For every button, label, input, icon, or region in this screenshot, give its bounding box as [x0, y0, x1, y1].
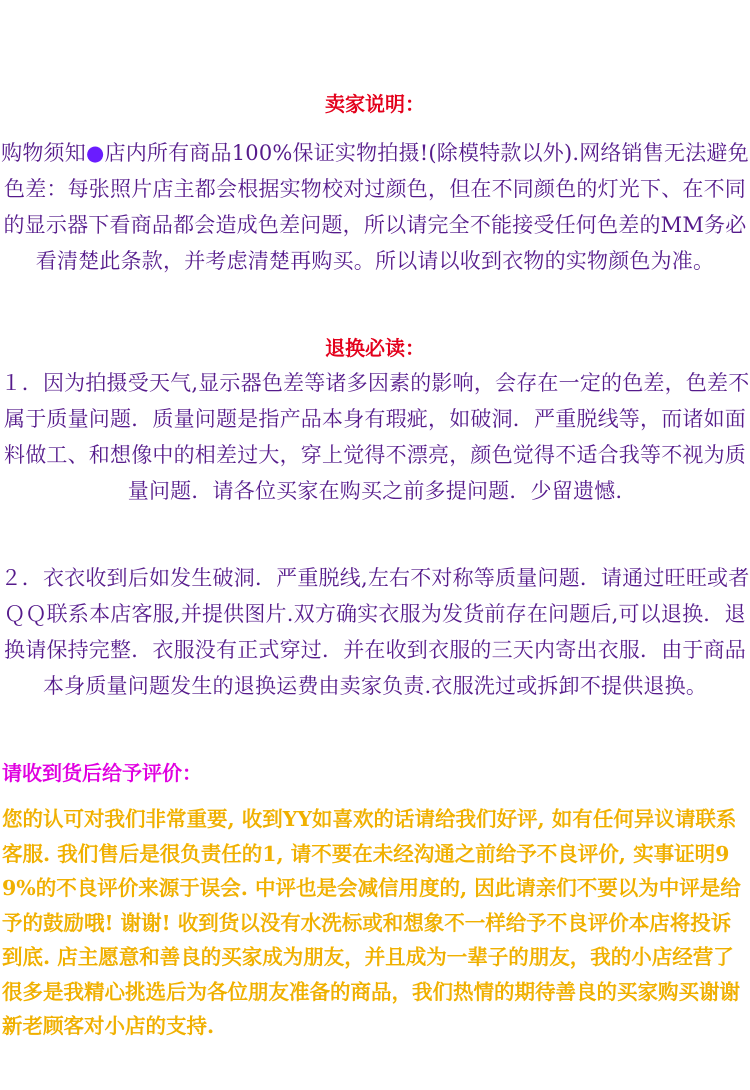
- seller-note-body: [0, 135, 750, 279]
- review-request-body: 您的认可对我们非常重要, 收到YY如喜欢的话请给我们好评, 如有任何异议请联系客服. 我们售后是很负责任的1, 请不要在未经沟通之前给予不良评价, 实事证明99%的不良评价来源于误会. 中评也是会减信用度的, 因此请亲们不要以为中评是给予的鼓励哦! 谢谢! 收到货以没有水洗标或和想象不一样给予不良评价本店将投诉到底. 店主愿意和善良的买家成为朋友，并且成为一辈子的朋友，我的小店经营了很多是我精心挑选后为各位朋友准备的商品，我们热情的期待善良的买家购买谢谢新老顾客对小店的支持.: [2, 807, 741, 1038]
- seller-note-text: 店内所有商品100%保证实物拍摄!(除模特款以外).网络销售无法避免色差：每张照片店主都会根据实物校对过颜色，但在不同颜色的灯光下、在不同的显示器下看商品都会造成色差问题，所以请完全不能接受任何色差的MM务必看清楚此条款，并考虑清楚再购买。所以请以收到衣物的实物颜色为准。: [3, 141, 749, 273]
- review-request-title: 请收到货后给予评价：: [2, 761, 202, 785]
- return-notice-item-2: ２．衣衣收到后如发生破洞．严重脱线,左右不对称等质量问题．请通过旺旺或者ＱＱ联系本店客服,并提供图片.双方确实衣服为发货前存在问题后,可以退换．退换请保持完整．衣服没有正式穿过．并在收到衣服的三天内寄出衣服．由于商品本身质量问题发生的退换运费由卖家负责.衣服洗过或拆卸不提供退换。: [0, 566, 750, 698]
- seller-note-lead: 购物须知: [1, 141, 86, 165]
- bullet-dot-icon: ●: [85, 141, 105, 165]
- return-notice-item-1: １．因为拍摄受天气,显示器色差等诸多因素的影响，会存在一定的色差，色差不属于质量问题．质量问题是指产品本身有瑕疵，如破洞．严重脱线等，而诸如面料做工、和想像中的相差过大，穿上觉得不漂亮，颜色觉得不适合我等不视为质量问题．请各位买家在购买之前多提问题．少留遗憾.: [0, 371, 750, 503]
- return-notice-title: 退换必读：: [325, 336, 425, 360]
- seller-note-title: 卖家说明：: [325, 92, 425, 116]
